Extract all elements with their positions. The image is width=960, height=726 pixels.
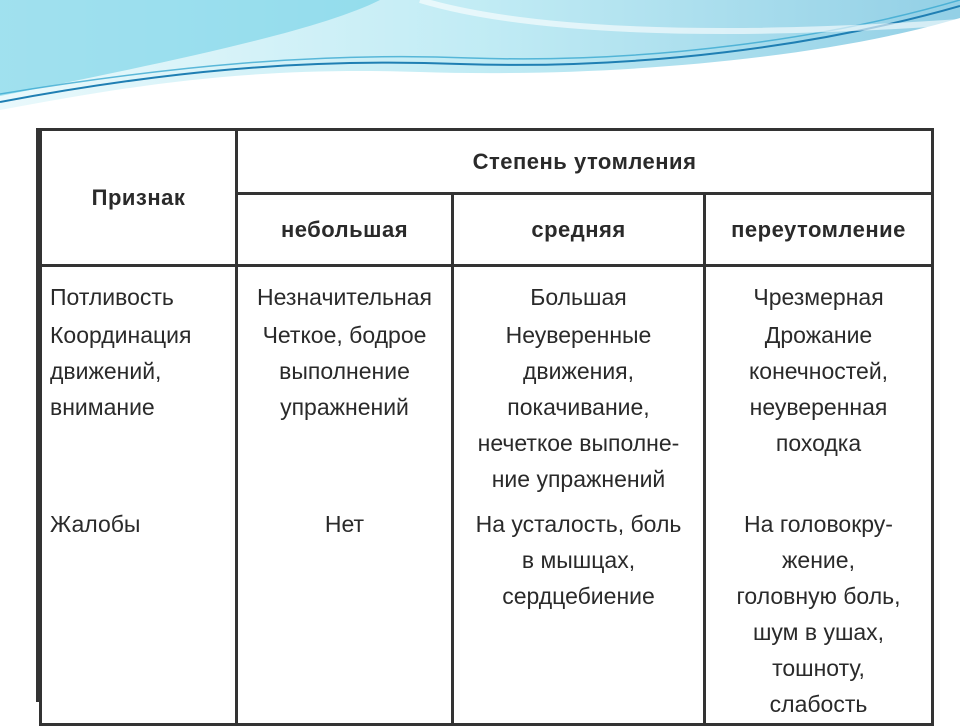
cell-line: сердцебиение xyxy=(502,583,655,609)
cell-line: тошноту, xyxy=(772,655,865,681)
cell-small xyxy=(237,498,453,725)
cell-line: На усталость, боль xyxy=(475,511,682,537)
cell-line: упражнений xyxy=(280,394,409,420)
header-level-small: небольшая xyxy=(237,194,453,266)
cell-over xyxy=(705,266,933,317)
header-feature: Признак xyxy=(41,130,237,266)
cell-line: Дрожание xyxy=(764,322,873,348)
cell-line: шум в ушах, xyxy=(752,619,885,645)
cell-line: жение, xyxy=(782,547,855,573)
cell-line: конечностей, xyxy=(748,358,889,384)
cell-line: Большая xyxy=(530,284,627,310)
table-row xyxy=(41,266,933,317)
cell-line: движений, xyxy=(50,358,162,384)
cell-medium xyxy=(453,266,705,317)
cell-line: Жалобы xyxy=(50,511,141,537)
table-row xyxy=(41,498,933,725)
cell-line: выполнение xyxy=(279,358,410,384)
cell-line: Чрезмерная xyxy=(753,284,884,310)
cell-line: Нет xyxy=(324,511,365,537)
cell-line: Незначительная xyxy=(257,284,432,310)
cell-over xyxy=(705,316,933,498)
cell-over xyxy=(705,498,933,725)
cell-medium xyxy=(453,498,705,725)
cell-line: походка xyxy=(775,430,862,456)
fatigue-table xyxy=(39,128,934,726)
cell-line: головную боль, xyxy=(736,583,901,609)
cell-line: Неуверенные xyxy=(505,322,652,348)
header-fatigue-degree: Степень утомления xyxy=(237,130,933,194)
header-level-over: переутомление xyxy=(705,194,933,266)
cell-line: неуверенная xyxy=(749,394,888,420)
cell-line: в мышцах, xyxy=(521,547,636,573)
cell-feature xyxy=(41,498,237,725)
cell-line: слабость xyxy=(769,691,868,717)
header-level-medium: средняя xyxy=(453,194,705,266)
cell-line: Потливость xyxy=(50,284,174,310)
cell-line: Четкое, бодрое xyxy=(262,322,427,348)
cell-line: ние упражнений xyxy=(491,466,666,492)
decorative-wave-banner xyxy=(0,0,960,120)
cell-line: Координация xyxy=(50,322,192,348)
cell-line: нечеткое выполне- xyxy=(477,430,680,456)
table-row xyxy=(41,316,933,498)
cell-feature xyxy=(41,266,237,317)
cell-small xyxy=(237,316,453,498)
cell-line: движения, xyxy=(522,358,635,384)
cell-small xyxy=(237,266,453,317)
cell-line: внимание xyxy=(50,394,155,420)
cell-line: На головокру- xyxy=(744,511,893,537)
fatigue-table-wrapper xyxy=(36,128,934,717)
cell-feature xyxy=(41,316,237,498)
cell-medium xyxy=(453,316,705,498)
cell-line: покачивание, xyxy=(507,394,650,420)
